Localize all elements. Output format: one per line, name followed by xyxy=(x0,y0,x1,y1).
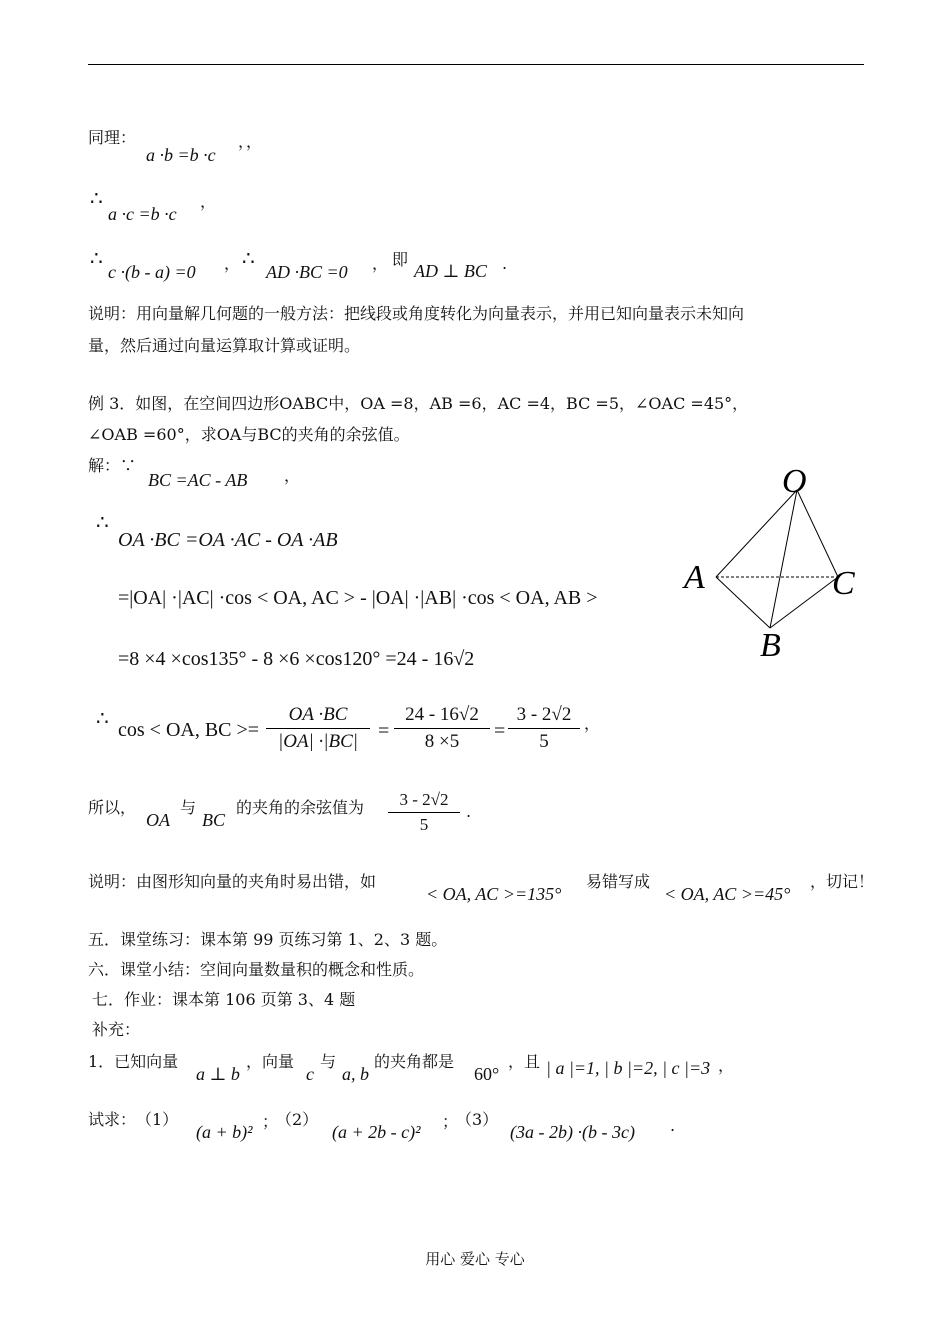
q1-text3: 与 xyxy=(320,1052,337,1071)
q1-text2: ，向量 xyxy=(246,1052,295,1071)
q1-text4: 的夹角都是 xyxy=(374,1052,455,1071)
punct: ， xyxy=(372,254,389,273)
vertex-label-b: B xyxy=(760,627,781,664)
therefore-symbol: ∴ xyxy=(90,186,103,210)
note-line-2: 量，然后通过向量运算取计算或证明。 xyxy=(88,336,361,355)
math-ad-bc-zero: AD ·BC =0 xyxy=(266,262,348,282)
header-rule xyxy=(88,64,864,65)
vertex-label-a: A xyxy=(684,559,705,596)
math-ad-perp-bc: AD ⊥ BC xyxy=(414,261,487,281)
math-oa: OA xyxy=(146,810,170,830)
q1-text1: 1．已知向量 xyxy=(88,1052,179,1071)
punct: ， xyxy=(200,192,217,211)
therefore-symbol: ∴ xyxy=(242,246,255,270)
punct: . xyxy=(502,254,508,273)
section-7: 七．作业：课本第 106 页第 3、4 题 xyxy=(92,990,356,1009)
math-ac-eq-bc: a ·c =b ·c xyxy=(108,204,177,224)
q2-label: 试求： xyxy=(88,1110,137,1129)
therefore-symbol: ∴ xyxy=(96,706,109,730)
note2-prefix: 说明：由图形知向量的夹角时易出错，如 xyxy=(88,872,377,891)
math-3a-2b-dot-b-3c: (3a - 2b) ·(b - 3c) xyxy=(510,1122,635,1142)
fraction-1: $\frac{OA \cdot BC}{|OA| \cdot|BC|}$ xyxy=(266,704,370,753)
punct: . xyxy=(670,1116,676,1135)
edge-cb xyxy=(770,577,838,628)
math-a-perp-b: a ⊥ b xyxy=(196,1064,240,1084)
section-5: 五．课堂练习：课本第 99 页练习第 1、2、3 题。 xyxy=(88,930,448,949)
punct: ， xyxy=(224,254,241,273)
math-ab-eq-bc: a ·b =b ·c xyxy=(146,145,216,165)
math-step-1: OA ·BC =OA ·AC - OA ·AB xyxy=(118,529,338,551)
math-60-deg: 60° xyxy=(474,1064,500,1084)
q2-part1-label: （1） xyxy=(136,1110,179,1129)
yu-label: 与 xyxy=(180,798,197,817)
vertex-label-o: O xyxy=(782,463,807,500)
example3-line1: 例 3．如图，在空间四边形OABC中，OA =8，AB =6，AC =4，BC =5，∠OAC =45°， xyxy=(88,394,749,413)
fraction-2: $\frac{24 - 16√2}{8 \times 5}$ xyxy=(394,704,490,753)
math-magnitudes: | a |=1, | b |=2, | c |=3 xyxy=(546,1058,711,1078)
edge-oc xyxy=(797,490,838,577)
punct: . xyxy=(466,802,472,821)
math-a-b: a, b xyxy=(342,1064,369,1084)
edge-ab xyxy=(716,577,770,628)
math-angle-45: < OA, AC >=45° xyxy=(664,884,791,904)
solution-label: 解：∵ xyxy=(88,456,137,475)
note-line-1: 说明：用向量解几何题的一般方法：把线段或角度转化为向量表示，并用已知向量表示未知向 xyxy=(88,304,745,323)
fraction-3: $\frac{3 - 2√2}{5}$ xyxy=(508,704,580,753)
example3-line2: ∠OAB =60°，求OA与BC的夹角的余弦值。 xyxy=(88,425,410,444)
punct: ， xyxy=(584,714,601,733)
math-step-2: =|OA| ·|AC| ·cos < OA, AC > - |OA| ·|AB| ·cos < OA, AB > xyxy=(118,587,598,609)
punct: ； xyxy=(442,1112,459,1131)
note2-end: ，切记！ xyxy=(810,872,875,891)
tetrahedron-figure xyxy=(670,460,880,670)
note2-mid: 易错写成 xyxy=(586,872,651,891)
edge-oa xyxy=(716,490,797,577)
therefore-symbol: ∴ xyxy=(90,246,103,270)
therefore-symbol: ∴ xyxy=(96,510,109,534)
math-a-plus-2b-minus-c-sq: (a + 2b - c)² xyxy=(332,1122,421,1142)
punct: ，， xyxy=(238,132,263,151)
math-a-plus-b-sq: (a + b)² xyxy=(196,1122,253,1142)
q1-text5: ，且 xyxy=(508,1052,541,1071)
same-reason-label: 同理： xyxy=(88,128,137,147)
punct: ， xyxy=(718,1056,735,1075)
punct: ； xyxy=(262,1112,279,1131)
math-bc-eq: BC =AC - AB xyxy=(148,470,248,490)
math-cos-label: cos < OA, BC >= xyxy=(118,719,260,741)
math-c-b-minus-a: c ·(b - a) =0 xyxy=(108,262,196,282)
math-step-3: =8 ×4 ×cos135° - 8 ×6 ×cos120° =24 - 16√2 xyxy=(118,648,475,670)
equals-sign: = xyxy=(494,720,506,742)
math-angle-135: < OA, AC >=135° xyxy=(426,884,562,904)
q2-part2-label: （2） xyxy=(276,1110,319,1129)
vertex-label-c: C xyxy=(832,565,855,602)
q2-part3-label: （3） xyxy=(456,1110,499,1129)
conclusion-fraction: $\frac{3 - 2√2}{5}$ xyxy=(388,790,460,835)
supplement-label: 补充： xyxy=(92,1020,141,1039)
math-c: c xyxy=(306,1064,314,1084)
conclusion-prefix: 所以， xyxy=(88,798,137,817)
ji-label: 即 xyxy=(392,250,409,269)
equals-sign: = xyxy=(378,720,390,742)
punct: ， xyxy=(284,466,301,485)
math-bc: BC xyxy=(202,810,226,830)
conclusion-mid: 的夹角的余弦值为 xyxy=(236,798,365,817)
edge-ob xyxy=(770,490,797,628)
page-footer: 用心 爱心 专心 xyxy=(425,1250,525,1268)
section-6: 六．课堂小结：空间向量数量积的概念和性质。 xyxy=(88,960,425,979)
